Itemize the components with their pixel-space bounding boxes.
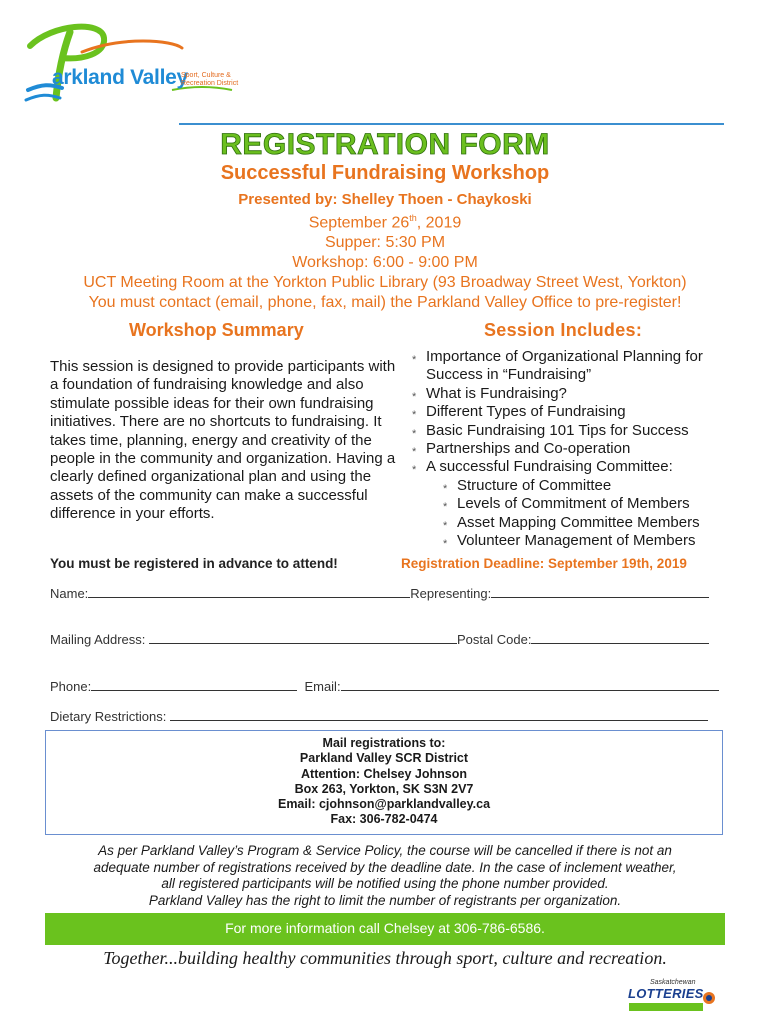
postal-code-field[interactable] xyxy=(531,632,709,644)
mail-registration-box xyxy=(45,730,723,835)
postal-code-label: Postal Code: xyxy=(457,632,532,647)
header-divider xyxy=(179,123,724,125)
lotteries-province-text: Saskatchewan xyxy=(650,979,696,986)
mail-email-line: Email: cjohnson@parklandvalley.ca xyxy=(277,797,491,812)
sub-list-item: * Asset Mapping Committee Members xyxy=(410,514,740,532)
session-includes-list xyxy=(410,348,740,550)
sub-list-item: * Levels of Commitment of Members xyxy=(410,495,740,513)
presenter-line: Presented by: Shelley Thoen - Chaykoski xyxy=(238,191,532,208)
phone-label: Phone: xyxy=(50,679,92,694)
workshop-subtitle: Successful Fundraising Workshop xyxy=(220,162,550,184)
logo-brand-text: arkland Valley xyxy=(52,66,188,89)
list-item: * A successful Fundraising Committee: xyxy=(410,458,740,476)
event-date xyxy=(0,213,770,232)
policy-line: As per Parkland Valley’s Program & Service Policy, the course will be cancelled if there is not an xyxy=(98,843,672,858)
info-bar-text: For more information call Chelsey at 306-786-6586. xyxy=(225,920,545,936)
date-prefix: September 26 xyxy=(308,214,410,232)
summary-text: This session is designed to provide participants with a foundation of fundraising knowledge and also stimulate possible ideas for their own fundraising initiatives. There are no shortcuts to fundraising. It takes time, planning, energy and creativity of the people in the community and organization. Having a clearly defined organizational plan and using the assets of the community can make a successful difference in your efforts. xyxy=(50,358,396,523)
mail-line: Attention: Chelsey Johnson xyxy=(301,766,467,781)
mail-line: Parkland Valley SCR District xyxy=(299,751,469,766)
mailing-address-label: Mailing Address: xyxy=(50,632,146,647)
email-label: Email: xyxy=(304,679,341,694)
summary-heading: Workshop Summary xyxy=(129,320,304,340)
lotteries-brand-text: LOTTERIES xyxy=(628,986,704,1001)
policy-line: Parkland Valley has the right to limit the number of registrants per organization. xyxy=(148,892,622,908)
must-register-note: You must be registered in advance to attend! xyxy=(50,556,338,571)
phone-field[interactable] xyxy=(91,679,297,691)
cancellation-policy xyxy=(50,843,720,909)
registration-deadline: Registration Deadline: September 19th, 2019 xyxy=(401,556,687,571)
representing-label: Representing: xyxy=(410,586,492,601)
email-field[interactable] xyxy=(341,679,719,691)
name-field[interactable] xyxy=(88,586,410,598)
logo-sub-line-1: Sport, Culture & xyxy=(181,72,231,79)
date-suffix-sup: th xyxy=(409,213,417,223)
dietary-field[interactable] xyxy=(170,709,708,721)
list-item: * Importance of Organizational Planning for Success in “Fundraising” xyxy=(410,348,740,385)
venue-line: UCT Meeting Room at the Yorkton Public Library (93 Broadway Street West, Yorkton) xyxy=(83,274,687,291)
sub-list-item: * Structure of Committee xyxy=(410,477,740,495)
logo-sub-line-2: Recreation District xyxy=(181,80,239,87)
mailing-address-field[interactable] xyxy=(149,632,457,644)
list-item: * Partnerships and Co-operation xyxy=(410,440,740,458)
representing-field[interactable] xyxy=(491,586,709,598)
mail-fax-line: Fax: 306-782-0474 xyxy=(330,812,438,827)
name-row xyxy=(50,586,709,601)
dietary-row xyxy=(50,709,708,724)
contact-line: You must contact (email, phone, fax, mail) the Parkland Valley Office to pre-register! xyxy=(88,294,682,311)
name-label: Name: xyxy=(50,586,89,601)
mail-line: Box 263, Yorkton, SK S3N 2V7 xyxy=(294,781,474,796)
list-item: * Different Types of Fundraising xyxy=(410,403,740,421)
list-item: * Basic Fundraising 101 Tips for Success xyxy=(410,422,740,440)
phone-row xyxy=(50,679,719,694)
date-year: , 2019 xyxy=(416,214,462,232)
supper-time: Supper: 5:30 PM xyxy=(324,234,446,251)
tagline: Together...building healthy communities through sport, culture and recreation. xyxy=(103,948,667,968)
sub-list-item: * Volunteer Management of Members xyxy=(410,532,740,550)
list-item: * What is Fundraising? xyxy=(410,385,740,403)
parkland-valley-logo xyxy=(22,14,252,106)
mail-line: Mail registrations to: xyxy=(322,736,446,750)
logo-subtext xyxy=(181,72,238,88)
policy-line: all registered participants will be notified using the phone number provided. xyxy=(161,876,609,891)
form-title: REGISTRATION FORM xyxy=(220,128,550,161)
includes-heading: Session Includes: xyxy=(484,320,643,340)
mailing-row xyxy=(50,632,709,647)
dietary-label: Dietary Restrictions: xyxy=(50,709,167,724)
workshop-time: Workshop: 6:00 - 9:00 PM xyxy=(292,254,478,271)
policy-line: adequate number of registrations received by the deadline date. In the case of inclement weather, xyxy=(93,859,677,875)
